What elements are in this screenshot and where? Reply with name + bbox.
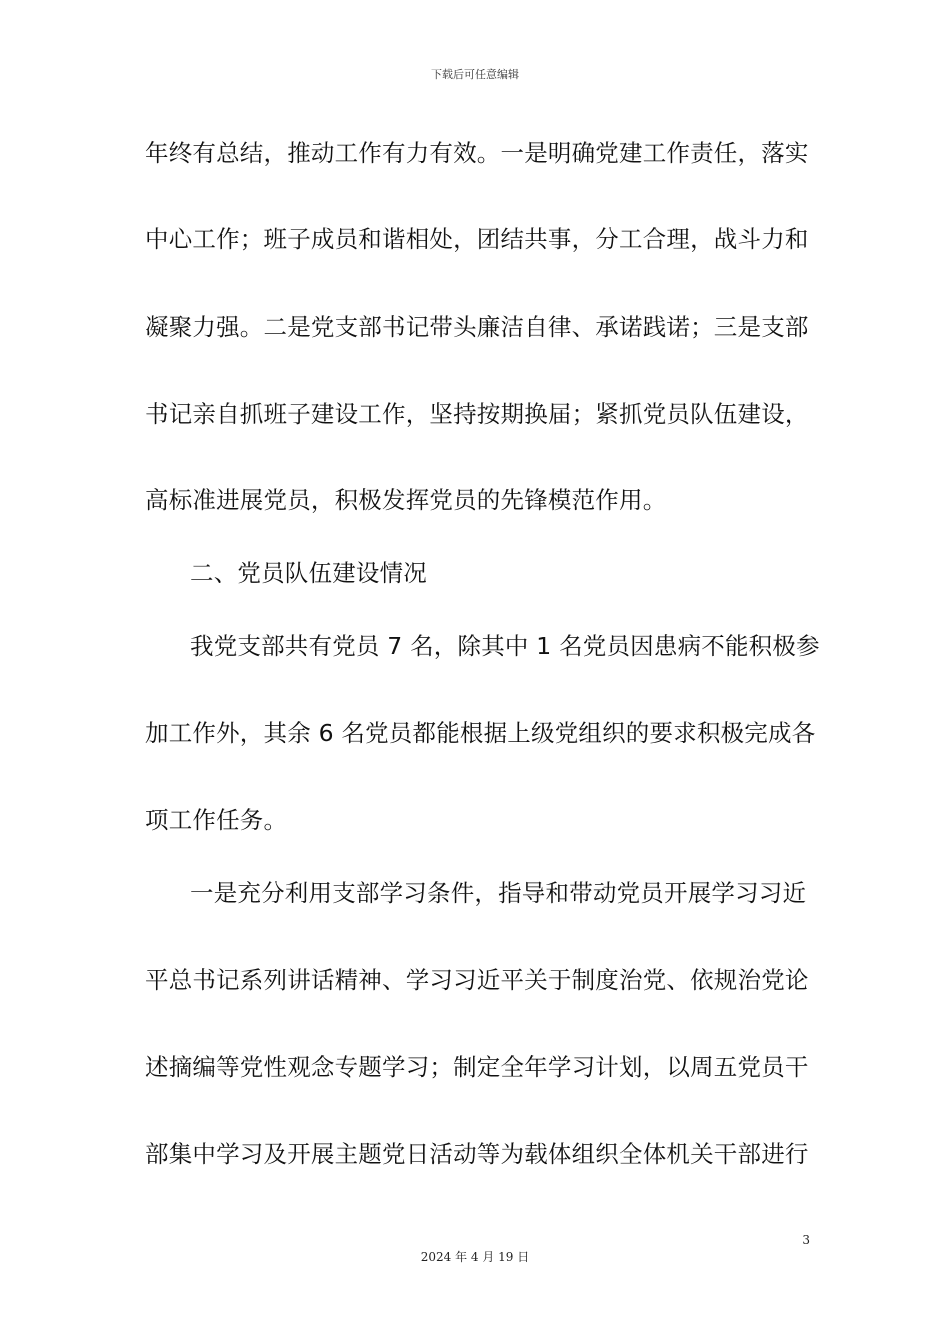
paragraph-line: 中心工作；班子成员和谐相处，团结共事，分工合理，战斗力和 bbox=[145, 225, 809, 253]
paragraph-line: 书记亲自抓班子建设工作，坚持按期换届；紧抓党员队伍建设， bbox=[145, 400, 809, 428]
paragraph-line: 部集中学习及开展主题党日活动等为载体组织全体机关干部进行 bbox=[145, 1140, 809, 1168]
section-heading: 二、党员队伍建设情况 bbox=[190, 559, 427, 587]
paragraph-line: 高标准进展党员，积极发挥党员的先锋模范作用。 bbox=[145, 486, 667, 514]
page-header: 下载后可任意编辑 bbox=[431, 68, 519, 81]
paragraph-line: 项工作任务。 bbox=[145, 806, 288, 834]
paragraph-line: 述摘编等党性观念专题学习；制定全年学习计划，以周五党员干 bbox=[145, 1053, 809, 1081]
paragraph-line: 凝聚力强。二是党支部书记带头廉洁自律、承诺践诺；三是支部 bbox=[145, 313, 809, 341]
paragraph-line: 我党支部共有党员 7 名，除其中 1 名党员因患病不能积极参 bbox=[190, 632, 820, 660]
page-number: 3 bbox=[802, 1233, 810, 1247]
footer-date: 2024 年 4 月 19 日 bbox=[420, 1250, 530, 1264]
paragraph-line: 年终有总结，推动工作有力有效。一是明确党建工作责任，落实 bbox=[145, 139, 809, 167]
paragraph-line: 一是充分利用支部学习条件，指导和带动党员开展学习习近 bbox=[190, 879, 807, 907]
paragraph-line: 加工作外，其余 6 名党员都能根据上级党组织的要求积极完成各 bbox=[145, 719, 816, 747]
paragraph-line: 平总书记系列讲话精神、学习习近平关于制度治党、依规治党论 bbox=[145, 966, 809, 994]
